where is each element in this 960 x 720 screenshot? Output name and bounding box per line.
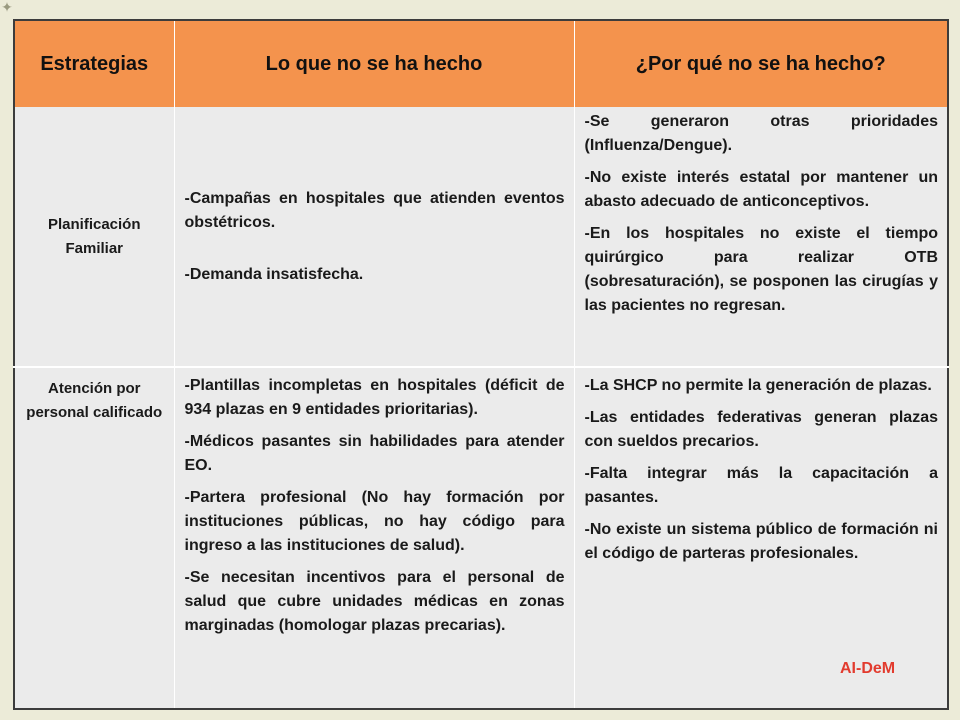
list-item: -Las entidades federativas generan plazas con sueldos precarios. — [584, 409, 938, 450]
watermark-label: AI-DeM — [840, 660, 896, 677]
list-item: -Plantillas incompletas en hospitales (déficit de 934 plazas en 9 entidades prioritarias). — [184, 377, 565, 418]
header-lo-que-no-se-ha-hecho: Lo que no se ha hecho — [174, 20, 574, 107]
list-item: -Campañas en hospitales que atienden eventos obstétricos. — [184, 189, 565, 231]
list-item: -Partera profesional (No hay formación por instituciones públicas, no hay código para ingreso a las instituciones de salud). — [184, 489, 565, 554]
header-estrategias: Estrategias — [14, 20, 174, 107]
table-header-row — [14, 20, 948, 107]
header-por-que-no-se-ha-hecho: ¿Por qué no se ha hecho? — [574, 20, 948, 107]
list-item: -No existe interés estatal por mantener un abasto adecuado de anticonceptivos. — [584, 169, 938, 210]
why-cell — [574, 107, 948, 367]
list-item: -Se generaron otras prioridades (Influenza/Dengue). — [584, 113, 938, 154]
table-row — [14, 107, 948, 367]
list-item: -Falta integrar más la capacitación a pasantes. — [584, 465, 938, 506]
strategy-cell: Planificación Familiar — [14, 107, 174, 367]
not-done-cell — [174, 107, 574, 367]
list-item: -Médicos pasantes sin habilidades para atender EO. — [184, 433, 565, 474]
why-cell — [574, 367, 948, 709]
list-item: -Se necesitan incentivos para el personal de salud que cubre unidades médicas en zonas marginadas (homologar plazas precarias). — [184, 569, 565, 634]
strategy-table — [13, 19, 949, 710]
list-item: -No existe un sistema público de formación ni el código de parteras profesionales. — [584, 521, 938, 562]
list-item: -La SHCP no permite la generación de plazas. — [584, 377, 932, 394]
table-row — [14, 367, 948, 709]
list-item: -Demanda insatisfecha. — [184, 265, 364, 283]
list-item: -En los hospitales no existe el tiempo quirúrgico para realizar OTB (sobresaturación), se posponen las cirugías y las pacientes no regresan. — [584, 225, 938, 314]
strategy-cell: Atención por personal calificado — [14, 367, 174, 709]
not-done-cell — [174, 367, 574, 709]
four-point-star-icon: ✦ — [1, 0, 13, 15]
